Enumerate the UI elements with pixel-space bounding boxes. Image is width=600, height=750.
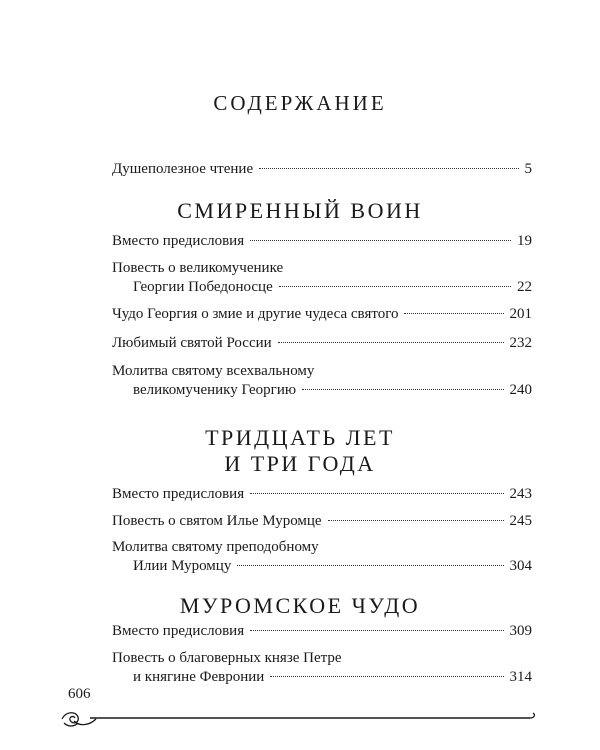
- section-heading: МУРОМСКОЕ ЧУДО: [179, 593, 421, 618]
- page-number: 232: [509, 335, 532, 351]
- dot-leader: [250, 493, 503, 494]
- page-number: 240: [509, 382, 532, 398]
- toc-entry[interactable]: [112, 362, 532, 400]
- entry-text-continued: Георгии Победоносце: [133, 279, 273, 295]
- entry-text: Молитва святому преподобному: [112, 539, 319, 555]
- page-number: 201: [509, 306, 532, 322]
- page-number: 304: [509, 558, 532, 574]
- entry-text-continued: Илии Муромцу: [133, 558, 232, 574]
- toc-entry[interactable]: [112, 334, 532, 353]
- rule-end-curl-icon: [530, 713, 534, 718]
- dot-leader: [250, 240, 511, 241]
- dot-leader: [250, 630, 503, 631]
- entry-text-continued: и княгине Февронии: [133, 669, 265, 685]
- page-number: 5: [524, 161, 532, 177]
- toc-entry-intro[interactable]: [112, 160, 532, 179]
- entry-text: Чудо Георгия о змие и другие чудеса святого: [112, 306, 399, 322]
- toc-entry[interactable]: [112, 649, 532, 687]
- dot-leader: [270, 676, 503, 677]
- entry-text: Повесть о святом Илье Муромце: [112, 513, 322, 529]
- dot-leader: [259, 168, 518, 169]
- page-number: 19: [517, 233, 532, 249]
- dot-leader: [302, 389, 503, 390]
- entry-text: Вместо предисловия: [112, 623, 245, 639]
- toc-entry[interactable]: [112, 485, 532, 504]
- entry-text: Вместо предисловия: [112, 486, 245, 502]
- page-number: 243: [509, 486, 532, 502]
- dot-leader: [328, 520, 504, 521]
- toc-entry[interactable]: [112, 305, 532, 324]
- entry-text: Повесть о великомученике: [112, 260, 284, 276]
- page-number: 309: [509, 623, 532, 639]
- entry-text: Молитва святому всехвальному: [112, 363, 315, 379]
- section-heading: ТРИДЦАТЬ ЛЕТ: [205, 425, 395, 450]
- dot-leader: [279, 286, 511, 287]
- entry-text: Повесть о благоверных князе Петре: [112, 650, 342, 666]
- entry-text: Вместо предисловия: [112, 233, 245, 249]
- section-heading: СМИРЕННЫЙ ВОИН: [177, 198, 423, 223]
- dot-leader: [237, 565, 503, 566]
- entry-text: Душеполезное чтение: [112, 161, 254, 177]
- entry-text: Любимый святой России: [112, 335, 272, 351]
- page-folio: 606: [68, 686, 91, 702]
- dot-leader: [404, 313, 503, 314]
- ornament-rule: [60, 701, 538, 731]
- toc-entry[interactable]: [112, 512, 532, 531]
- page-number: 245: [509, 513, 532, 529]
- toc-entry[interactable]: [112, 259, 532, 297]
- page-number: 22: [517, 279, 532, 295]
- toc-entry[interactable]: [112, 232, 532, 251]
- dot-leader: [278, 342, 504, 343]
- toc-entry[interactable]: [112, 622, 532, 641]
- toc-entry[interactable]: [112, 538, 532, 576]
- toc-title: СОДЕРЖАНИЕ: [213, 91, 387, 115]
- page-number: 314: [509, 669, 532, 685]
- section-heading-line2: И ТРИ ГОДА: [224, 451, 376, 476]
- entry-text-continued: великомученику Георгию: [133, 382, 297, 398]
- flourish-icon: [62, 713, 96, 726]
